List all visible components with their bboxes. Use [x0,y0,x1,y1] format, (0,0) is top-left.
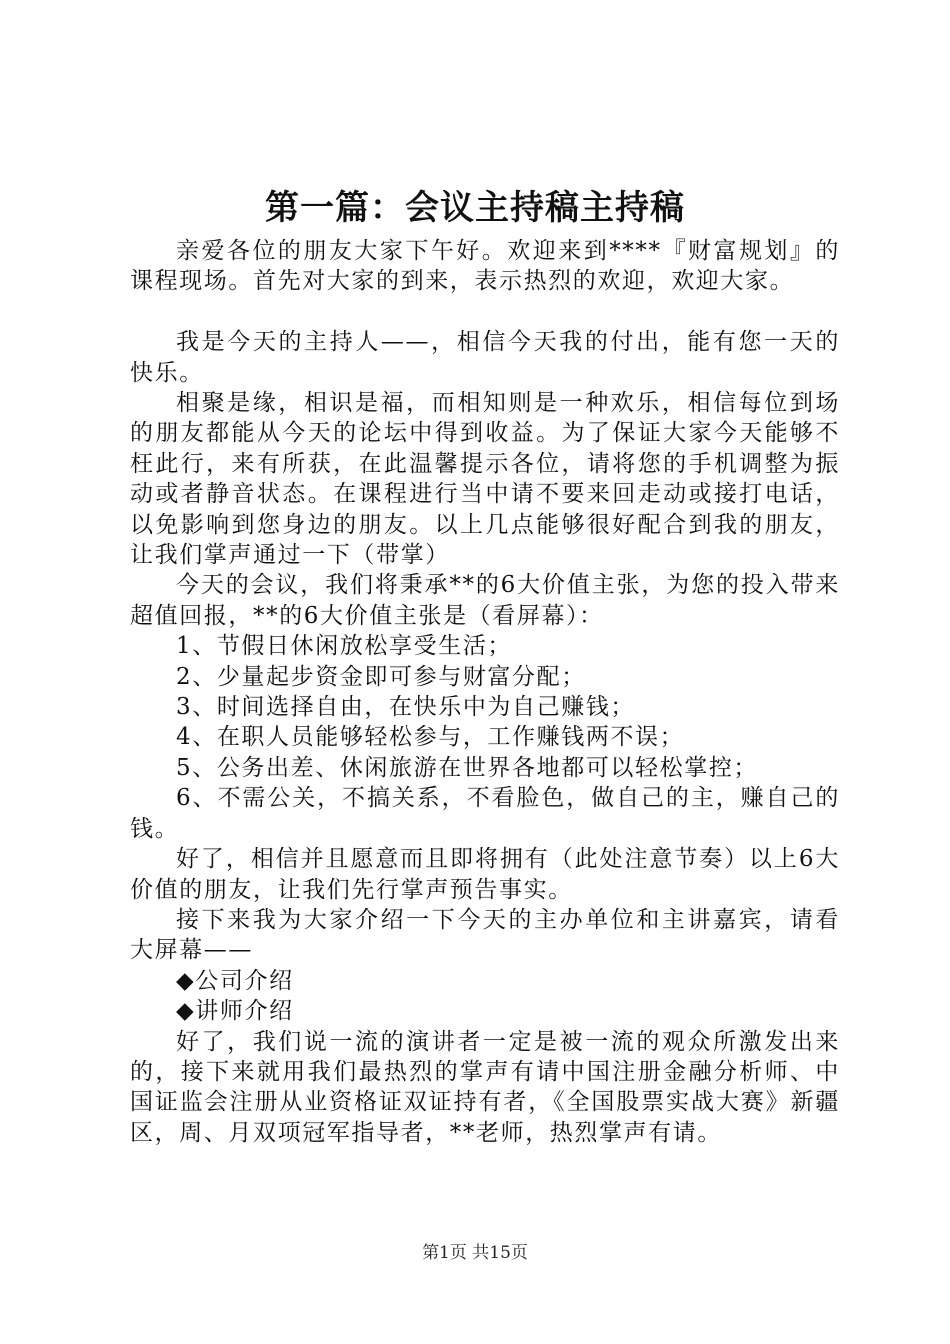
paragraph-organizer-intro: 接下来我为大家介绍一下今天的主办单位和主讲嘉宾，请看大屏幕—— [130,906,840,964]
paragraph-greeting: 亲爱各位的朋友大家下午好。欢迎来到****『财富规划』的课程现场。首先对大家的到来，表示热烈的欢迎，欢迎大家。 [130,238,840,295]
list-item-value-1: 1、节假日休闲放松享受生活； [176,633,513,660]
list-item-value-5: 5、公务出差、休闲旅游在世界各地都可以轻松掌控； [176,754,759,781]
paragraph-value-intro: 今天的会议，我们将秉承**的6大价值主张，为您的投入带来超值回报，**的6大价值主张是（看屏幕）： [130,572,840,629]
list-item-value-6: 6、不需公关，不搞关系，不看脸色，做自己的主，赚自己的钱。 [130,785,840,842]
list-item-value-3: 3、时间选择自由，在快乐中为自己赚钱； [176,694,636,721]
paragraph-speaker-welcome: 好了，我们说一流的演讲者一定是被一流的观众所激发出来的，接下来就用我们最热烈的掌声有请中国注册金融分析师、中国证监会注册从业资格证双证持有者，《全国股票实战大赛》新疆区，周、月双项冠军指导者，**老师，热烈掌声有请。 [130,1028,840,1146]
paragraph-host-intro: 我是今天的主持人——，相信今天我的付出，能有您一天的快乐。 [130,329,840,386]
bullet-lecturer-intro: ◆讲师介绍 [176,998,294,1025]
document-title: 第一篇：会议主持稿主持稿 [265,188,685,228]
paragraph-reminder: 相聚是缘，相识是福，而相知则是一种欢乐，相信每位到场的朋友都能从今天的论坛中得到收益。为了保证大家今天能够不枉此行，来有所获，在此温馨提示各位，请将您的手机调整为振动或者静音状态。在课程进行当中请不要来回走动或接打电话，以免影响到您身边的朋友。以上几点能够很好配合到我的朋友，让我们掌声通过一下（带掌） [130,390,840,569]
blank-line [130,297,840,327]
document-body [130,236,840,1148]
list-item-value-4: 4、在职人员能够轻松参与，工作赚钱两不误； [176,724,685,751]
paragraph-applause: 好了，相信并且愿意而且即将拥有（此处注意节奏）以上6大价值的朋友，让我们先行掌声预告事实。 [130,846,840,903]
list-item-value-2: 2、少量起步资金即可参与财富分配； [176,663,586,690]
page-number-footer: 第1页 共15页 [422,1243,528,1263]
bullet-company-intro: ◆公司介绍 [176,967,294,994]
